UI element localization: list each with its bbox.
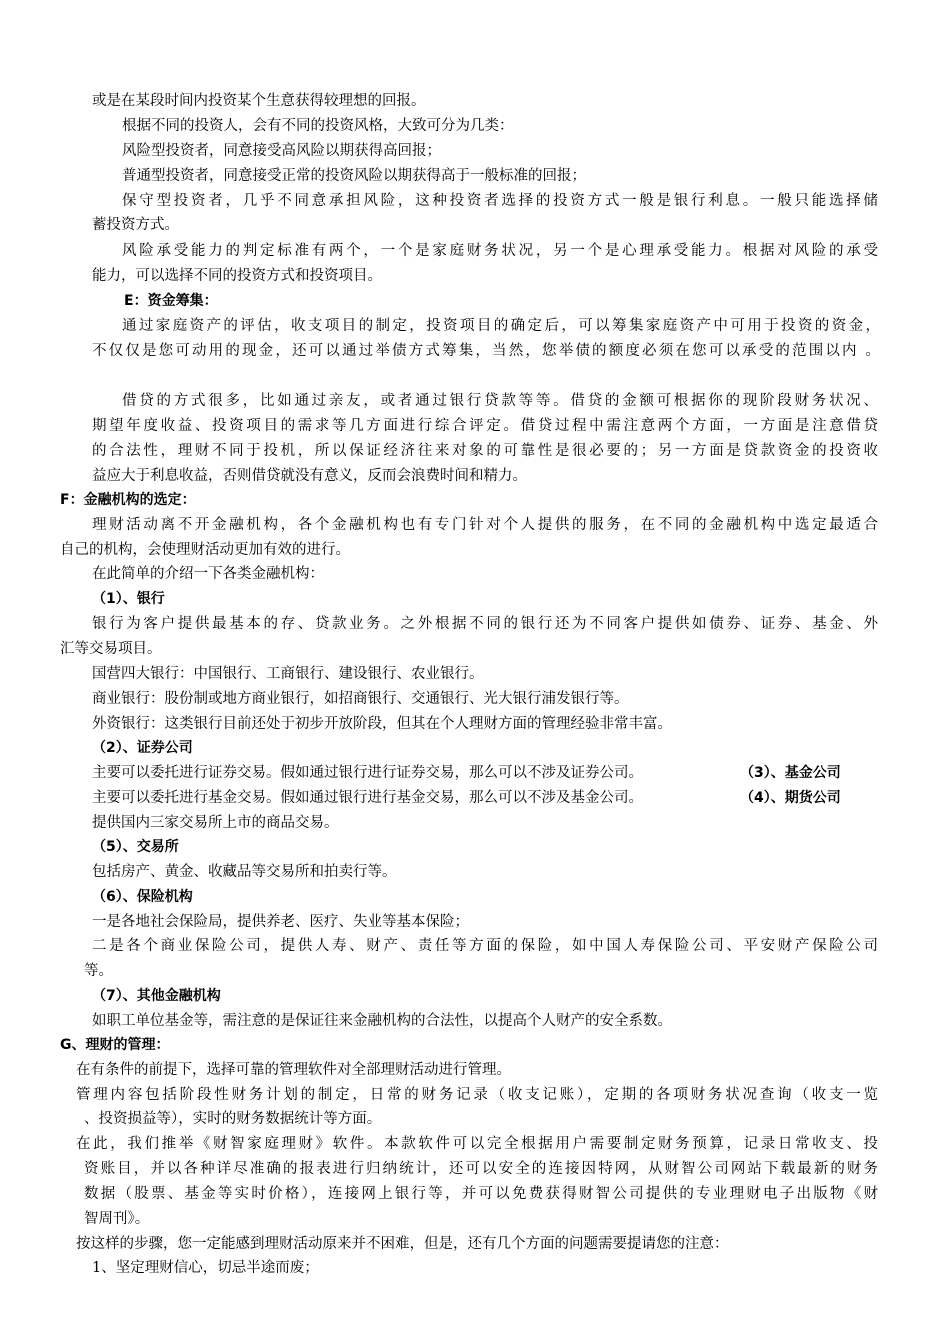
subsection-heading: （6）、保险机构 xyxy=(92,889,193,905)
subsection-heading: （7）、其他金融机构 xyxy=(92,988,221,1004)
text-line: 在此简单的介绍一下各类金融机构： xyxy=(92,566,324,582)
text-line: 能力，可以选择不同的投资方式和投资项目。 xyxy=(92,268,382,284)
text-line: 二是各个商业保险公司，提供人寿、财产、责任等方面的保险，如中国人寿保险公司、平安财产保险公司 xyxy=(92,938,878,954)
text-line: 数据（股票、基金等实时价格），连接网上银行等，并可以免费获得财智公司提供的专业理财电子出版物《财 xyxy=(84,1186,878,1202)
text-line: 或是在某段时间内投资某个生意获得较理想的回报。 xyxy=(92,93,426,109)
text-line: 提供国内三家交易所上市的商品交易。 xyxy=(92,815,339,831)
subsection-heading: （2）、证券公司 xyxy=(92,740,193,756)
text-line: 根据不同的投资人，会有不同的投资风格，大致可分为几类： xyxy=(122,118,514,134)
text-line: 1、坚定理财信心，切忌半途而废； xyxy=(92,1260,319,1276)
text-line: 商业银行：股份制或地方商业银行，如招商银行、交通银行、光大银行浦发银行等。 xyxy=(92,691,629,707)
text-line: 普通型投资者，同意接受正常的投资风险以期获得高于一般标准的回报； xyxy=(122,168,586,184)
subsection-heading: （4）、期货公司 xyxy=(740,790,841,806)
text-line: 等。 xyxy=(84,963,113,979)
text-line: 外资银行：这类银行目前还处于初步开放阶段，但其在个人理财方面的管理经验非常丰富。 xyxy=(92,716,672,732)
section-heading: G、理财的管理： xyxy=(60,1037,170,1053)
text-line: 借贷的方式很多，比如通过亲友，或者通过银行贷款等等。借贷的金额可根据你的现阶段财务状况、 xyxy=(122,393,878,409)
subsection-heading: （5）、交易所 xyxy=(92,839,179,855)
text-line: 通过家庭资产的评估，收支项目的制定，投资项目的确定后，可以筹集家庭资产中可用于投资的资金， xyxy=(122,318,880,334)
text-line: 理财活动离不开金融机构，各个金融机构也有专门针对个人提供的服务，在不同的金融机构中选定最适合 xyxy=(92,517,878,533)
text-line: 蓄投资方式。 xyxy=(92,217,179,233)
text-line: 主要可以委托进行证券交易。假如通过银行进行证券交易，那么可以不涉及证券公司。 xyxy=(92,765,643,781)
text-line: 自己的机构，会使理财活动更加有效的进行。 xyxy=(60,542,350,558)
text-line: 如职工单位基金等，需注意的是保证往来金融机构的合法性，以提高个人财产的安全系数。 xyxy=(92,1013,672,1029)
text-line: 在此，我们推举《财智家庭理财》软件。本款软件可以完全根据用户需要制定财务预算，记录日常收支、投 xyxy=(76,1136,878,1152)
subsection-heading: （3）、基金公司 xyxy=(740,765,841,781)
text-line: 在有条件的前提下，选择可靠的管理软件对全部理财活动进行管理。 xyxy=(76,1062,511,1078)
text-line: 的合法性，理财不同于投机，所以保证经济往来对象的可靠性是很必要的；另一方面是贷款资金的投资收 xyxy=(92,443,878,459)
text-line: 包括房产、黄金、收藏品等交易所和拍卖行等。 xyxy=(92,864,397,880)
section-heading: E：资金筹集： xyxy=(124,293,218,309)
text-line: 主要可以委托进行基金交易。假如通过银行进行基金交易，那么可以不涉及基金公司。 xyxy=(92,790,643,806)
text-line: 管理内容包括阶段性财务计划的制定，日常的财务记录（收支记账），定期的各项财务状况查询（收支一览 xyxy=(76,1087,878,1103)
text-line: 汇等交易项目。 xyxy=(60,641,162,657)
text-line: 益应大于利息收益，否则借贷就没有意义，反而会浪费时间和精力。 xyxy=(92,468,527,484)
subsection-heading: （1）、银行 xyxy=(92,591,165,607)
text-line: 资账目，并以各种详尽准确的报表进行归纳统计，还可以安全的连接因特网，从财智公司网站下载最新的财务 xyxy=(84,1161,878,1177)
text-line: 智周刊》。 xyxy=(84,1211,150,1227)
text-line: 银行为客户提供最基本的存、贷款业务。之外根据不同的银行还为不同客户提供如债券、证券、基金、外 xyxy=(92,616,878,632)
text-line: 期望年度收益、投资项目的需求等几方面进行综合评定。借贷过程中需注意两个方面，一方面是注意借贷 xyxy=(92,418,878,434)
text-line: 按这样的步骤，您一定能感到理财活动原来并不困难，但是，还有几个方面的问题需要提请您的注意： xyxy=(76,1236,729,1252)
text-line: 不仅仅是您可动用的现金，还可以通过举债方式筹集，当然，您举债的额度必须在您可以承受的范围以内 。 xyxy=(92,343,880,359)
text-line: 、投资损益等），实时的财务数据统计等方面。 xyxy=(84,1111,382,1127)
text-line: 一是各地社会保险局，提供养老、医疗、失业等基本保险； xyxy=(92,914,469,930)
text-line: 风险型投资者，同意接受高风险以期获得高回报； xyxy=(122,143,441,159)
text-line: 保守型投资者，几乎不同意承担风险，这种投资者选择的投资方式一般是银行利息。一般只能选择储 xyxy=(122,193,878,209)
text-line: 风险承受能力的判定标准有两个，一个是家庭财务状况，另一个是心理承受能力。根据对风险的承受 xyxy=(122,243,878,259)
text-line: 国营四大银行：中国银行、工商银行、建设银行、农业银行。 xyxy=(92,666,484,682)
section-heading: F：金融机构的选定： xyxy=(60,492,196,508)
